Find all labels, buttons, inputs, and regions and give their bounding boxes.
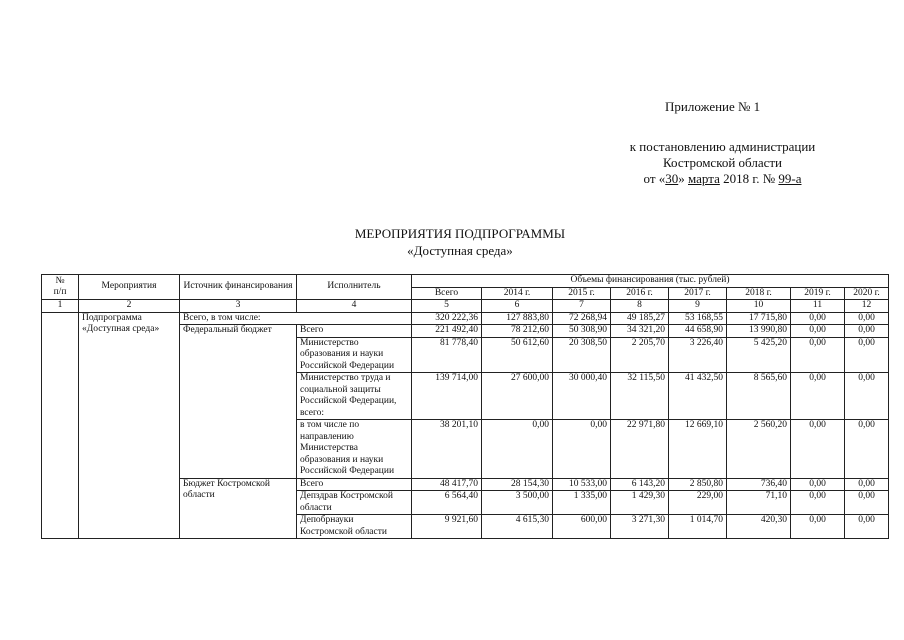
decree-line-2: Костромской области (662, 155, 783, 170)
value-cell: 139 714,00 (412, 373, 482, 420)
value-cell: 50 612,60 (482, 337, 553, 373)
value-cell: 0,00 (791, 420, 845, 479)
value-cell: 27 600,00 (482, 373, 553, 420)
executor-cell: Депобрнауки Костромской области (297, 515, 412, 539)
value-cell: 0,00 (845, 420, 889, 479)
header-executor: Исполнитель (297, 275, 412, 300)
value-cell: 10 533,00 (553, 478, 611, 491)
value-cell: 12 669,10 (669, 420, 727, 479)
column-numbers-row (42, 300, 889, 313)
executor-cell: в том числе по направлению Министерства образования и науки Российской Федерации (297, 420, 412, 479)
value-cell: 48 417,70 (412, 478, 482, 491)
value-cell: 0,00 (791, 312, 845, 325)
value-cell: 0,00 (845, 515, 889, 539)
header-measures: Мероприятия (79, 275, 180, 300)
value-cell: 41 432,50 (669, 373, 727, 420)
value-cell: 1 429,30 (611, 491, 669, 515)
regional-source: Бюджет Костромской области (180, 478, 297, 539)
value-cell: 0,00 (791, 515, 845, 539)
value-cell: 13 990,80 (727, 325, 791, 338)
value-cell: 3 271,30 (611, 515, 669, 539)
col-number: 6 (482, 300, 553, 313)
header-total: Всего (412, 287, 482, 300)
total-label: Всего, в том числе: (180, 312, 412, 325)
date-prefix: от « (643, 171, 666, 186)
date-rest: 2018 г. № (719, 171, 779, 186)
value-cell: 6 143,20 (611, 478, 669, 491)
value-cell: 0,00 (791, 491, 845, 515)
value-cell: 2 205,70 (611, 337, 669, 373)
value-cell: 72 268,94 (553, 312, 611, 325)
header-row-1 (42, 275, 889, 288)
header-2018: 2018 г. (727, 287, 791, 300)
value-cell: 9 921,60 (412, 515, 482, 539)
value-cell: 0,00 (845, 491, 889, 515)
value-cell: 221 492,40 (412, 325, 482, 338)
measures-table (41, 274, 889, 539)
title-line-2: «Доступная среда» (407, 243, 513, 258)
appendix-label: Приложение № 1 (665, 99, 761, 114)
federal-source: Федеральный бюджет (180, 325, 297, 479)
col-number: 12 (845, 300, 889, 313)
col-number: 10 (727, 300, 791, 313)
value-cell: 2 850,80 (669, 478, 727, 491)
title-line-1: МЕРОПРИЯТИЯ ПОДПРОГРАММЫ (354, 226, 566, 241)
measures-table-wrapper (41, 274, 889, 539)
executor-cell: Депздрав Костромской области (297, 491, 412, 515)
value-cell: 32 115,50 (611, 373, 669, 420)
decree-reference (610, 139, 835, 187)
col-number: 11 (791, 300, 845, 313)
col-number: 5 (412, 300, 482, 313)
header-2014: 2014 г. (482, 287, 553, 300)
executor-cell: Министерство образования и науки Российской Федерации (297, 337, 412, 373)
header-2016: 2016 г. (611, 287, 669, 300)
value-cell: 3 226,40 (669, 337, 727, 373)
value-cell: 81 778,40 (412, 337, 482, 373)
header-2019: 2019 г. (791, 287, 845, 300)
value-cell: 600,00 (553, 515, 611, 539)
col-number: 7 (553, 300, 611, 313)
header-no: № п/п (42, 275, 79, 300)
date-day: 30 (665, 171, 679, 186)
value-cell: 0,00 (845, 312, 889, 325)
value-cell: 0,00 (791, 373, 845, 420)
value-cell: 229,00 (669, 491, 727, 515)
header-source: Источник финансирования (180, 275, 297, 300)
col-number: 3 (180, 300, 297, 313)
measure-name: Подпрограмма «Доступная среда» (79, 312, 180, 539)
value-cell: 0,00 (791, 337, 845, 373)
value-cell: 0,00 (482, 420, 553, 479)
value-cell: 0,00 (845, 478, 889, 491)
value-cell: 4 615,30 (482, 515, 553, 539)
col-number: 1 (42, 300, 79, 313)
value-cell: 20 308,50 (553, 337, 611, 373)
value-cell: 0,00 (791, 325, 845, 338)
value-cell: 34 321,20 (611, 325, 669, 338)
decree-line-1: к постановлению администрации (629, 139, 816, 154)
col-number: 4 (297, 300, 412, 313)
col-number: 8 (611, 300, 669, 313)
value-cell: 28 154,30 (482, 478, 553, 491)
value-cell: 2 560,20 (727, 420, 791, 479)
date-month: марта (688, 171, 720, 186)
value-cell: 17 715,80 (727, 312, 791, 325)
value-cell: 44 658,90 (669, 325, 727, 338)
value-cell: 3 500,00 (482, 491, 553, 515)
value-cell: 1 335,00 (553, 491, 611, 515)
value-cell: 53 168,55 (669, 312, 727, 325)
value-cell: 78 212,60 (482, 325, 553, 338)
value-cell: 71,10 (727, 491, 791, 515)
header-2020: 2020 г. (845, 287, 889, 300)
table-row (42, 312, 889, 325)
decree-date-line (610, 171, 835, 187)
value-cell: 1 014,70 (669, 515, 727, 539)
value-cell: 0,00 (553, 420, 611, 479)
value-cell: 22 971,80 (611, 420, 669, 479)
header-funding: Объемы финансирования (тыс. рублей) (412, 275, 889, 288)
value-cell: 0,00 (845, 373, 889, 420)
value-cell: 50 308,90 (553, 325, 611, 338)
executor-cell: Всего (297, 478, 412, 491)
value-cell: 127 883,80 (482, 312, 553, 325)
value-cell: 38 201,10 (412, 420, 482, 479)
document-title (310, 225, 610, 259)
header-2015: 2015 г. (553, 287, 611, 300)
col-number: 2 (79, 300, 180, 313)
value-cell: 6 564,40 (412, 491, 482, 515)
value-cell: 736,40 (727, 478, 791, 491)
col-number: 9 (669, 300, 727, 313)
value-cell: 0,00 (845, 337, 889, 373)
value-cell: 0,00 (845, 325, 889, 338)
header-2017: 2017 г. (669, 287, 727, 300)
value-cell: 320 222,36 (412, 312, 482, 325)
value-cell: 420,30 (727, 515, 791, 539)
value-cell: 5 425,20 (727, 337, 791, 373)
row-number-cell (42, 312, 79, 539)
value-cell: 49 185,27 (611, 312, 669, 325)
value-cell: 30 000,40 (553, 373, 611, 420)
date-mid: » (678, 171, 688, 186)
decree-number: 99-а (778, 171, 802, 186)
value-cell: 8 565,60 (727, 373, 791, 420)
executor-cell: Всего (297, 325, 412, 338)
executor-cell: Министерство труда и социальной защиты Российской Федерации, всего: (297, 373, 412, 420)
value-cell: 0,00 (791, 478, 845, 491)
